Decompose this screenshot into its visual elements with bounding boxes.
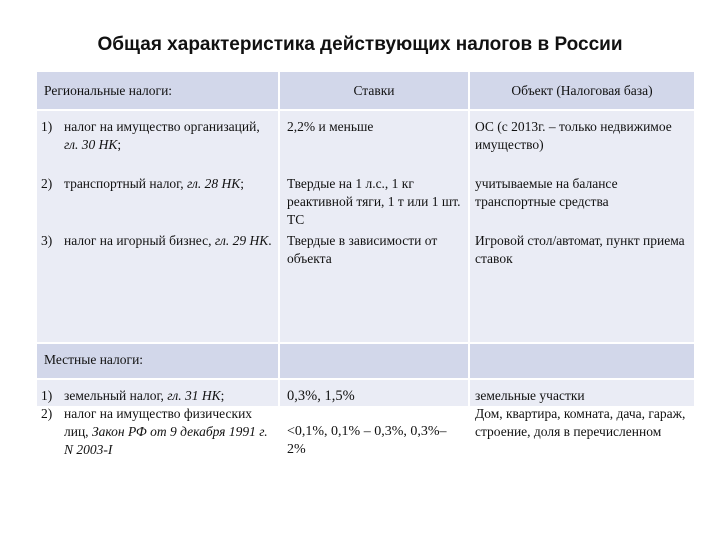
header-regional-taxes: Региональные налоги: bbox=[44, 83, 173, 98]
regional-tax-item bbox=[41, 175, 275, 193]
local-tax-item bbox=[41, 387, 279, 405]
local-tax-item bbox=[41, 405, 279, 459]
law-reference: гл. 30 НК bbox=[64, 137, 118, 152]
item-text: налог на имущество организаций, гл. 30 НК; bbox=[64, 119, 260, 152]
item-number: 1) bbox=[41, 119, 53, 134]
regional-tax-item bbox=[41, 118, 275, 154]
law-reference: гл. 28 НК bbox=[186, 176, 241, 191]
header-object: Объект (Налоговая база) bbox=[511, 83, 653, 98]
rate-cell: <0,1%, 0,1% – 0,3%, 0,3%– 2% bbox=[287, 424, 447, 457]
rate-cell: 2,2% и меньше bbox=[287, 119, 374, 134]
item-number: 2) bbox=[41, 176, 53, 191]
item-text: транспортный налог, гл. 28 НК; bbox=[64, 176, 245, 191]
item-text: налог на игорный бизнес, гл. 29 НК. bbox=[64, 233, 272, 248]
object-cell: ОС (с 2013г. – только недвижимое имущество) bbox=[475, 119, 672, 152]
item-number: 1) bbox=[41, 388, 53, 403]
item-text: земельный налог, гл. 31 НК; bbox=[64, 388, 225, 403]
local-taxes-label: Местные налоги: bbox=[44, 352, 144, 367]
object-cell: земельные участки bbox=[475, 388, 585, 403]
tax-table bbox=[37, 72, 694, 457]
column-divider bbox=[468, 72, 470, 406]
item-number: 2) bbox=[41, 406, 53, 421]
law-reference: гл. 31 НК bbox=[167, 388, 221, 403]
object-cell: Игровой стол/автомат, пункт приема ставок bbox=[475, 233, 685, 266]
row-divider bbox=[37, 109, 694, 111]
rate-cell: Твердые на 1 л.с., 1 кг реактивной тяги, 1 т или 1 шт. ТС bbox=[287, 176, 461, 227]
item-text: налог на имущество физических лиц, Закон РФ от 9 декабря 1991 г. N 2003-I bbox=[64, 406, 268, 457]
item-number: 3) bbox=[41, 233, 53, 248]
object-cell: учитываемые на балансе транспортные средства bbox=[475, 176, 618, 209]
law-reference: Закон РФ от 9 декабря 1991 г. N 2003-I bbox=[64, 424, 268, 457]
row-divider bbox=[37, 378, 694, 380]
object-cell: Дом, квартира, комната, дача, гараж, строение, доля в перечисленном bbox=[475, 406, 686, 439]
row-divider bbox=[37, 342, 694, 344]
regional-tax-item bbox=[41, 232, 275, 250]
slide-title: Общая характеристика действующих налогов в России bbox=[97, 34, 623, 55]
header-rates: Ставки bbox=[353, 83, 395, 98]
rate-cell: 0,3%, 1,5% bbox=[287, 388, 355, 404]
column-divider bbox=[278, 72, 280, 406]
law-reference: гл. 29 НК bbox=[214, 233, 269, 248]
rate-cell: Твердые в зависимости от объекта bbox=[287, 233, 438, 266]
